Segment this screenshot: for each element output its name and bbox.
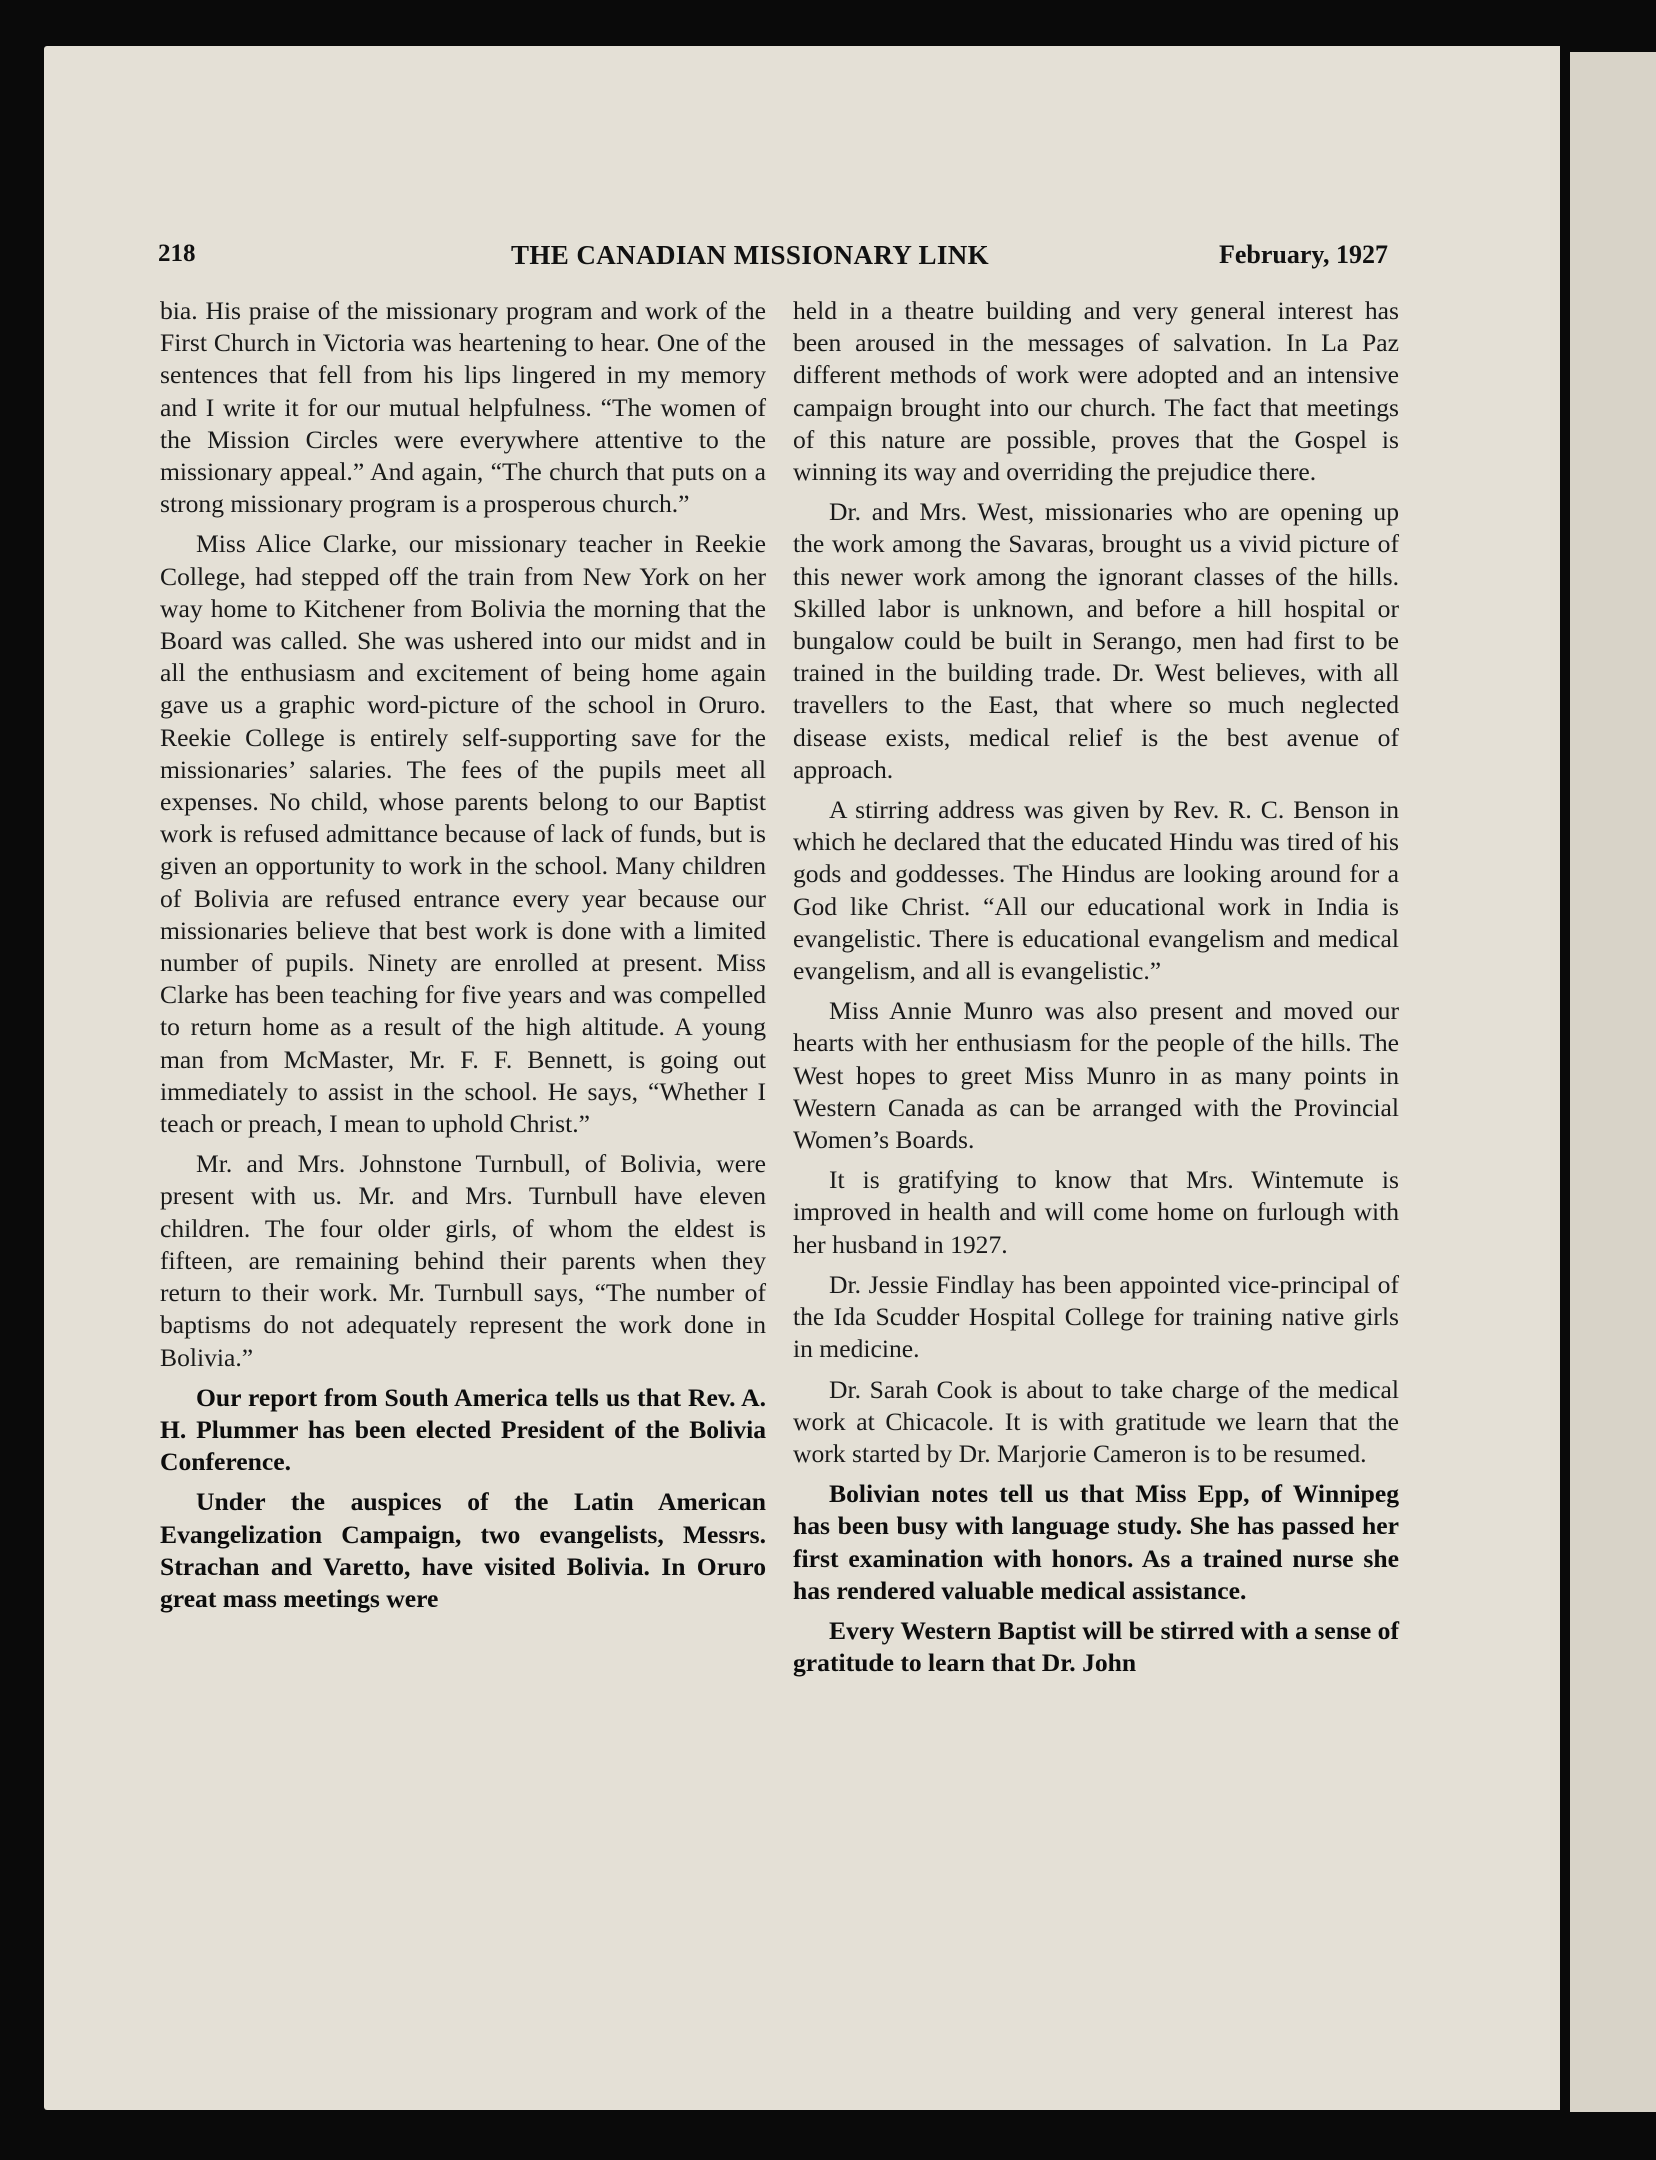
paragraph-findlay: Dr. Jessie Findlay has been appointed vice-principal of the Ida Scudder Hospital College for training native girls in medicine. [793,1269,1399,1364]
paragraph-benson: A stirring address was given by Rev. R. C. Benson in which he declared that the educated Hindu was tired of his gods and goddesses. The Hindus are looking around for a God like Christ. “All our educational work in India is evangelistic. There is educational evangelism and medical evangelism, and all is evangelistic.” [793,795,1399,986]
running-header [158,240,1388,280]
paragraph-alice-clarke: Miss Alice Clarke, our missionary teacher in Reekie College, had stepped off the train from New York on her way home to Kitchener from Bolivia the morning that the Board was called. She was ushered into our midst and in all the enthusiasm and excitement of being home again gave us a graphic word-picture of the school in Oruro. Reekie College is entirely self-supporting save for the missionaries’ salaries. The fees of the pupils meet all expenses. No child, whose parents belong to our Baptist work is refused admittance because of lack of funds, but is given an opportunity to work in the school. Many children of Bolivia are refused entrance every year because our missionaries believe that best work is done with a limited number of pupils. Ninety are enrolled at present. Miss Clarke has been teaching for five years and was compelled to return home as a result of the high altitude. A young man from McMaster, Mr. F. F. Bennett, is going out immediately to assist in the school. He says, “Whether I teach or preach, I mean to uphold Christ.” [160,529,766,1139]
paragraph-munro: Miss Annie Munro was also present and moved our hearts with her enthusiasm for the people of the hills. The West hopes to greet Miss Munro in as many points in Western Canada as can be arranged with the Provincial Women’s Boards. [793,996,1399,1155]
issue-date: February, 1927 [1219,240,1388,269]
paragraph-cook: Dr. Sarah Cook is about to take charge of the medical work at Chicacole. It is with gratitude we learn that the work started by Dr. Marjorie Cameron is to be resumed. [793,1374,1399,1468]
right-column [793,295,1399,1687]
left-column [160,295,766,1623]
paragraph-plummer: Our report from South America tells us that Rev. A. H. Plummer has been elected President of the Bolivia Conference. [160,1382,766,1477]
paragraph-continued: bia. His praise of the missionary program and work of the First Church in Victoria was heartening to hear. One of the sentences that fell from his lips lingered in my memory and I write it for our mutual helpfulness. “The women of the Mission Circles were everywhere attentive to the missionary appeal.” And again, “The church that puts on a strong missionary program is a prosperous church.” [160,296,766,519]
page-number: 218 [158,240,196,267]
paragraph-epp: Bolivian notes tell us that Miss Epp, of Winnipeg has been busy with language study. She has passed her first examination with honors. As a trained nurse she has rendered valuable medical assistance. [793,1479,1399,1605]
paragraph-evangelization-campaign: Under the auspices of the Latin American Evangelization Campaign, two evangelists, Messrs. Strachan and Varetto, have visited Bolivia. In Oruro great mass meetings were [160,1487,766,1613]
facing-page-edge [1570,52,1656,2112]
paragraph-continued-right: held in a theatre building and very general interest has been aroused in the messages of salvation. In La Paz different methods of work were adopted and an intensive campaign brought into our church. The fact that meetings of this nature are possible, proves that the Gospel is winning its way and overriding the prejudice there. [793,296,1399,487]
paragraph-turnbull: Mr. and Mrs. Johnstone Turnbull, of Bolivia, were present with us. Mr. and Mrs. Turnbull have eleven children. The four older girls, of whom the eldest is fifteen, are remaining behind their parents when they return to their work. Mr. Turnbull says, “The number of baptisms do not adequately represent the work done in Bolivia.” [160,1149,766,1372]
publication-title: THE CANADIAN MISSIONARY LINK [511,240,990,270]
paragraph-western-baptist: Every Western Baptist will be stirred with a sense of gratitude to learn that Dr. John [793,1615,1399,1678]
paragraph-wintemute: It is gratifying to know that Mrs. Wintemute is improved in health and will come home on furlough with her husband in 1927. [793,1165,1399,1259]
paragraph-west: Dr. and Mrs. West, missionaries who are opening up the work among the Savaras, brought us a vivid picture of this newer work among the ignorant classes of the hills. Skilled labor is unknown, and before a hill hospital or bungalow could be built in Serango, men had first to be trained in the building trade. Dr. West believes, with all travellers to the East, that where so much neglected disease exists, medical relief is the best avenue of approach. [793,497,1399,784]
binding-gutter [1560,0,1570,2160]
